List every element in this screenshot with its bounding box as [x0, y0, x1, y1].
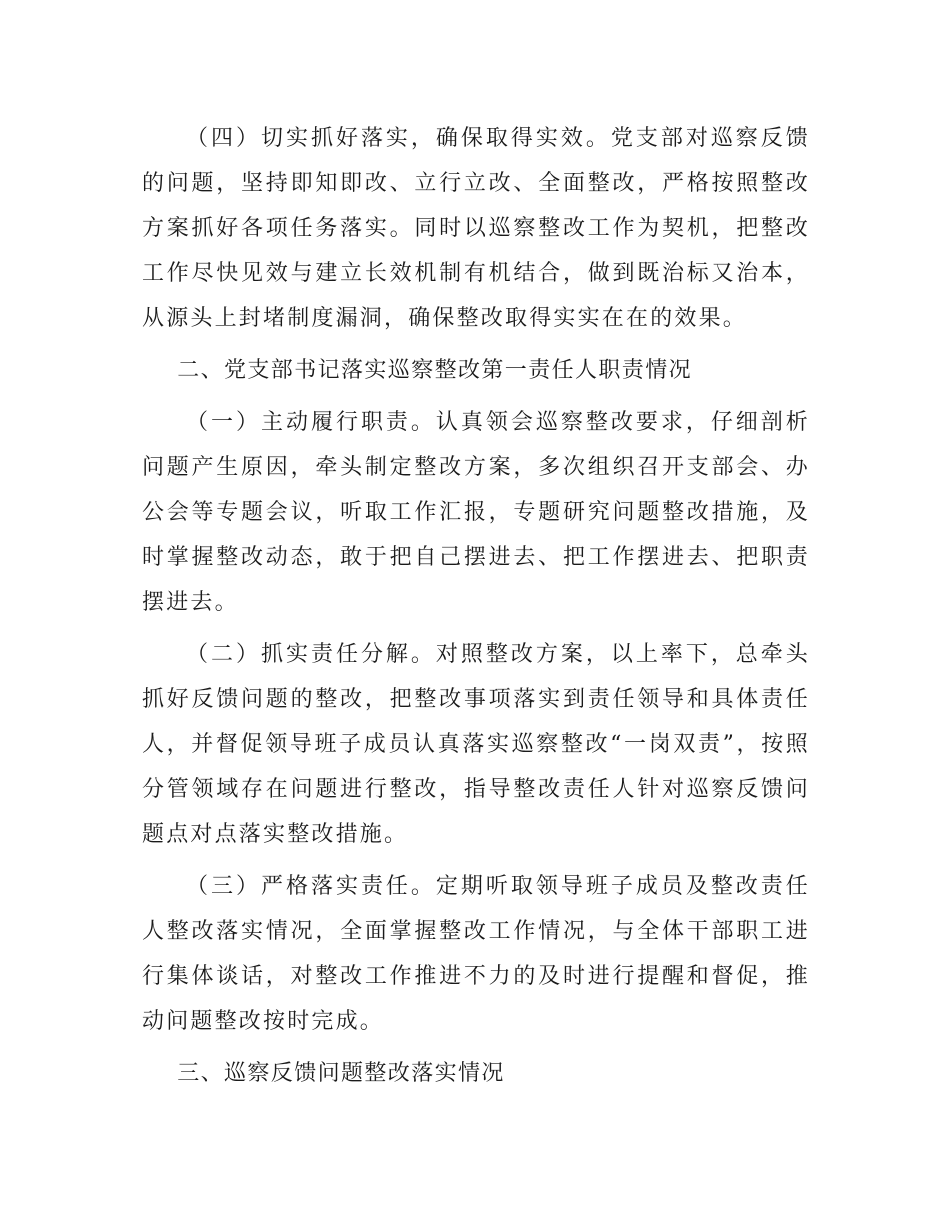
paragraph-perform-duties: （一）主动履行职责。认真领会巡察整改要求，仔细剖析问题产生原因，牵头制定整改方案，多次组织召开支部会、办公会等专题会议，听取工作汇报，专题研究问题整改措施，及时掌握整改动态，敢于把自己摆进去、把工作摆进去、把职责摆进去。	[142, 410, 810, 615]
paragraph-implementation-effectiveness: （四）切实抓好落实，确保取得实效。党支部对巡察反馈的问题，坚持即知即改、立行立改、全面整改，严格按照整改方案抓好各项任务落实。同时以巡察整改工作为契机，把整改工作尽快见效与建立长效机制有机结合，做到既治标又治本，从源头上封堵制度漏洞，确保整改取得实实在在的效果。	[142, 126, 810, 331]
section-heading-rectification-status: 三、巡察反馈问题整改落实情况	[177, 1061, 505, 1086]
section-heading-secretary-responsibility: 二、党支部书记落实巡察整改第一责任人职责情况	[177, 358, 692, 383]
document-page	[142, 116, 810, 1096]
paragraph-responsibility-breakdown: （二）抓实责任分解。对照整改方案，以上率下，总牵头抓好反馈问题的整改，把整改事项落实到责任领导和具体责任人，并督促领导班子成员认真落实巡察整改“一岗双责”，按照分管领域存在问题进行整改，指导整改责任人针对巡察反馈问题点对点落实整改措施。	[142, 642, 810, 847]
paragraph-strict-implementation: （三）严格落实责任。定期听取领导班子成员及整改责任人整改落实情况，全面掌握整改工作情况，与全体干部职工进行集体谈话，对整改工作推进不力的及时进行提醒和督促，推动问题整改按时完成。	[142, 874, 810, 1034]
